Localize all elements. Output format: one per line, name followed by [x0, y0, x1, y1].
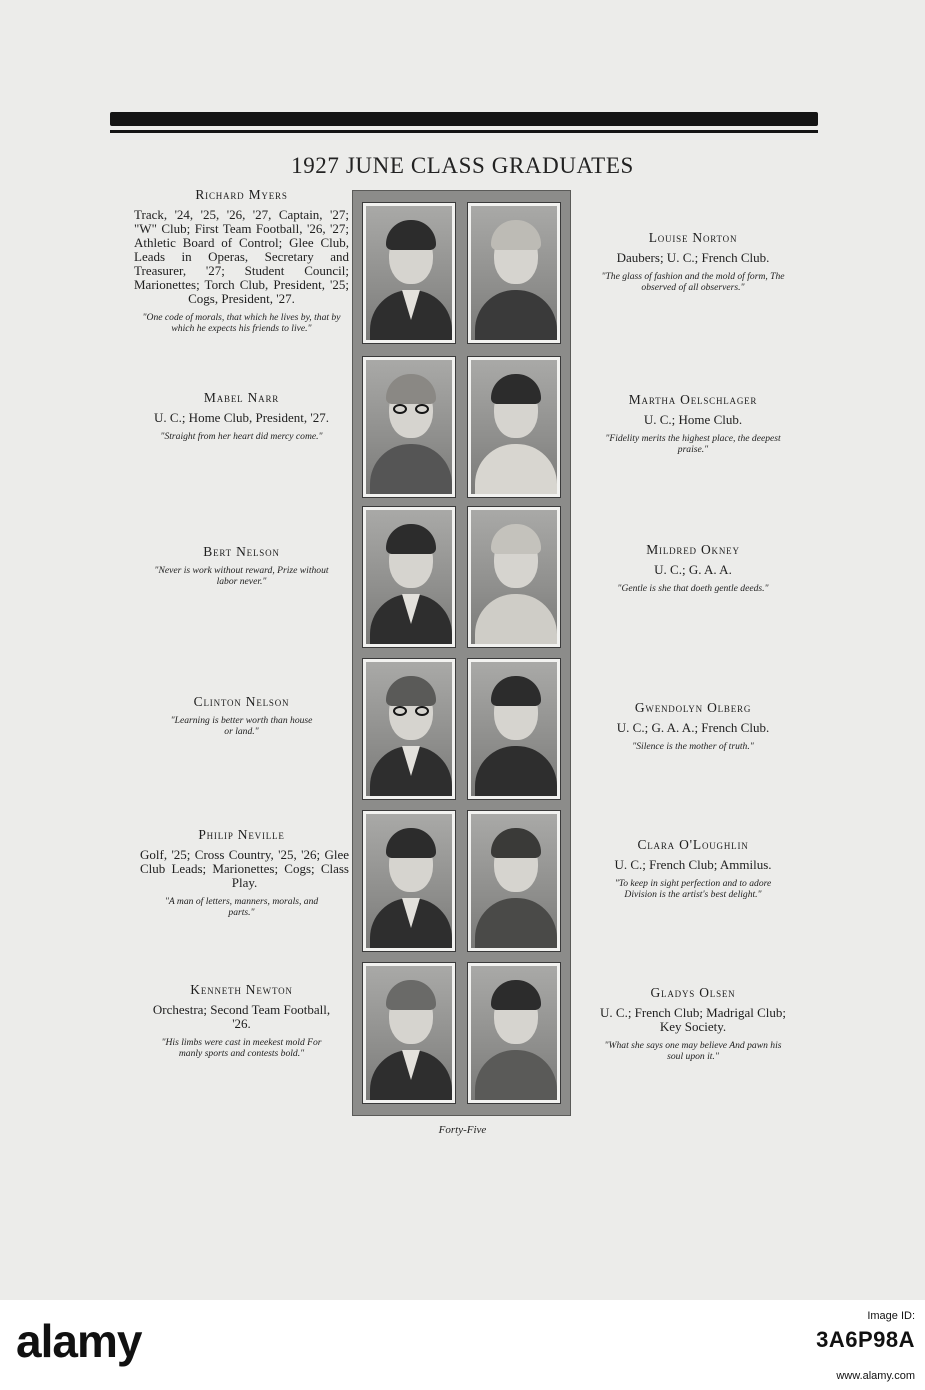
graduate-activities: U. C.; G. A. A.; French Club. [616, 720, 770, 735]
graduate-name: Gwendolyn Olberg [634, 700, 752, 715]
graduate-name: Kenneth Newton [190, 982, 293, 997]
entry-louise-norton [583, 230, 803, 293]
graduate-quote: "One code of morals, that which he lives by, that by which he expects his friends to live." [142, 312, 341, 334]
portrait-bert-nelson [363, 507, 455, 647]
entry-richard-myers [134, 187, 349, 334]
graduate-quote: "To keep in sight perfection and to adore Division is the artist's best delight." [614, 878, 772, 900]
entry-mildred-okney [583, 542, 803, 594]
graduate-activities: U. C.; French Club; Madrigal Club; Key Society. [600, 1005, 786, 1034]
decorative-rule-thick [110, 112, 818, 126]
entry-kenneth-newton [134, 982, 349, 1059]
page-number: Forty-Five [438, 1124, 487, 1136]
portrait-clinton-nelson [363, 659, 455, 799]
graduate-activities: U. C.; French Club; Ammilus. [614, 857, 772, 872]
graduate-name: Bert Nelson [203, 544, 280, 559]
site-url: www.alamy.com [836, 1370, 915, 1382]
graduate-quote: "A man of letters, manners, morals, and parts." [164, 896, 319, 918]
graduate-activities: U. C.; G. A. A. [654, 562, 732, 577]
graduate-activities: Track, '24, '25, '26, '27, Captain, '27; "W" Club; First Team Football, '26, '27; Athletic Board of Control; Glee Club, Leads in Operas, Secretary and Treasurer, '27; Student Council; Marionettes; Torch Club, President, '25; Cogs, President, '27. [134, 207, 349, 306]
graduate-quote: "The glass of fashion and the mold of form, The observed of all observers." [601, 271, 785, 293]
portrait-mabel-narr [363, 357, 455, 497]
graduate-quote: "Silence is the mother of truth." [632, 741, 754, 752]
decorative-rule-thin [110, 130, 818, 133]
image-id-label: Image ID: [867, 1310, 915, 1322]
graduate-quote: "His limbs were cast in meekest mold For manly sports and contests bold." [161, 1037, 322, 1059]
entry-clinton-nelson [134, 694, 349, 737]
graduate-activities: U. C.; Home Club. [643, 412, 743, 427]
entry-bert-nelson [134, 544, 349, 587]
portrait-philip-neville [363, 811, 455, 951]
entry-mabel-narr [134, 390, 349, 442]
graduate-name: Martha Oelschlager [628, 392, 758, 407]
photo-column [352, 190, 571, 1116]
graduate-name: Mabel Narr [203, 390, 280, 405]
entry-martha-oelschlager [583, 392, 803, 455]
graduate-activities: Golf, '25; Cross Country, '25, '26; Glee Club Leads; Marionettes; Cogs; Class Play. [140, 847, 349, 890]
portrait-kenneth-newton [363, 963, 455, 1103]
graduate-name: Clinton Nelson [193, 694, 290, 709]
graduate-name: Clara O'Loughlin [637, 837, 749, 852]
entry-clara-oloughlin [583, 837, 803, 900]
image-id-block [795, 1310, 915, 1353]
graduate-name: Philip Neville [198, 827, 285, 842]
portrait-richard-myers [363, 203, 455, 343]
graduate-quote: "Fidelity merits the highest place, the deepest praise." [605, 433, 781, 455]
graduate-name: Mildred Okney [646, 542, 740, 557]
entry-gladys-olsen [583, 985, 803, 1062]
graduate-quote: "Straight from her heart did mercy come." [160, 431, 323, 442]
graduate-name: Richard Myers [195, 187, 288, 202]
graduate-activities: Orchestra; Second Team Football, '26. [152, 1002, 331, 1031]
portrait-gladys-olsen [468, 963, 560, 1103]
entry-gwendolyn-olberg [583, 700, 803, 752]
entry-philip-neville [134, 827, 349, 918]
graduate-name: Gladys Olsen [650, 985, 736, 1000]
graduate-quote: "Learning is better worth than house or land." [170, 715, 313, 737]
graduate-activities: Daubers; U. C.; French Club. [616, 250, 770, 265]
page-title: 1927 JUNE CLASS GRADUATES [291, 153, 634, 178]
portrait-mildred-okney [468, 507, 560, 647]
portrait-clara-oloughlin [468, 811, 560, 951]
brand-logo: alamy [16, 1315, 142, 1367]
portrait-martha-oelschlager [468, 357, 560, 497]
graduate-quote: "Never is work without reward, Prize without labor never." [154, 565, 329, 587]
graduate-activities: U. C.; Home Club, President, '27. [154, 410, 329, 425]
image-id-code: 3A6P98A [816, 1327, 915, 1352]
graduate-name: Louise Norton [648, 230, 738, 245]
graduate-quote: "Gentle is she that doeth gentle deeds." [617, 583, 769, 594]
portrait-gwendolyn-olberg [468, 659, 560, 799]
portrait-louise-norton [468, 203, 560, 343]
graduate-quote: "What she says one may believe And pawn his soul upon it." [604, 1040, 782, 1062]
